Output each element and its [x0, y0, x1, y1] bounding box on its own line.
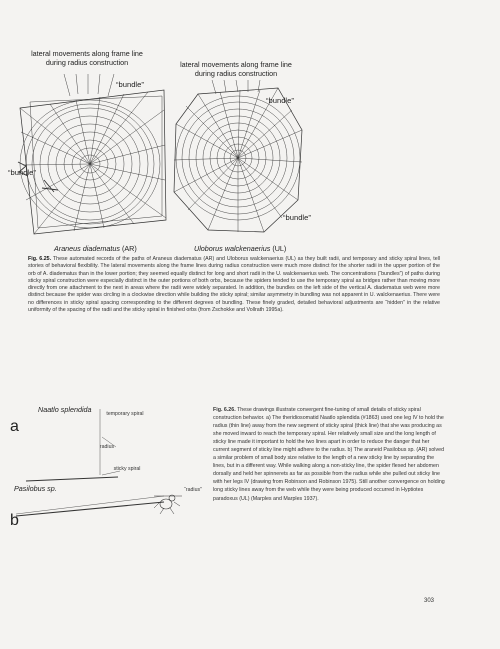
species-left-label: Araneus diadematus (AR): [54, 244, 137, 253]
araneus-web-drawing: [14, 70, 174, 240]
naatlo-drawing: [20, 405, 170, 485]
panel-letter-b: b: [10, 512, 19, 529]
bundle-label-top-right-web: “bundle”: [266, 96, 294, 105]
bundle-label-top-left-web: “bundle”: [116, 80, 144, 89]
radius-label: radius: [99, 444, 115, 450]
caption-title: Fig. 6.25.: [28, 256, 52, 262]
bundle-label-left: “bundle”: [8, 168, 36, 177]
caption-text: These automated records of the paths of Araneus diadematus (AR) and Uloborus walckenaerius (UL) as they built radii, and temporary and sticky spiral lines, tell stories of behavioral flexibility. The lateral movements along the frame lines during radius construction were much more distinct for the shorter radii in the upper portion of the orb of A. diadematus than in the lower portion; they seemed equally distinct for long and short radii in the U. walckenaerius web. The concentrations (“bundles”) of paths during sticky spiral construction were especially distinct in the outer portions of both orbs, because the spiders tended to use the temporary spiral as bridges rather than moving more directly from one attachment to the next in areas where the radii were widely separated. In addition, the bundles on the left side of the vertical A. diadematus web were more distinct because the spider was circling in a clockwise direction while building the sticky spiral; similar asymmetry in bundling was not apparent in U. walckenaerius. There were no differences in sticky spiral spacing corresponding to the different degrees of bundling. These finely graded, detailed behavioral adjustments are “hidden” in the relative uniformity of the spacing of the radii and the sticky spiral in finished orbs (from Zschokke and Vollrath 1995a).: [28, 256, 440, 314]
left-figure-label: lateral movements along frame line during radius construction: [31, 49, 143, 67]
panel-letter-a: a: [10, 418, 19, 435]
caption-title-2: Fig. 6.26.: [213, 407, 236, 413]
species-b-label: Pasilobus sp.: [14, 484, 57, 493]
right-figure-label: lateral movements along frame line during radius construction: [180, 60, 292, 78]
species-right-label: Uloborus walckenaerius (UL): [194, 244, 287, 253]
temporary-spiral-label: temporary spiral: [106, 411, 144, 417]
sticky-spiral-label: sticky spiral: [113, 466, 141, 472]
uloborus-web-drawing: [168, 80, 308, 240]
caption-text-2: These drawings illustrate convergent fine-tuning of small details of sticky spiral construction behavior. a) The theridiosomatid Naatlo splendida (#1863) used one leg IV to hold the radius (thin line) away from the new segment of sticky spiral (thick line) that she was producing as she moved inward to reach the temporary spiral. Her relatively small size and the long length of sticky line made it important to hold the two lines apart in order to reduce the danger that her current segment of sticky line might adhere to the radius. b) The araneid Pasilobus sp. (AR) solved a similar problem of small body size relative to the length of a new sticky line by separating the lines, but in a different way. While walking along a non-sticky line, the spider flexed her abdomen dorsally and held her spinnerets as far as possible from the radius while she pulled out sticky line with her legs IV (drawing from Robinson and Robinson 1975). Still another convergence on holding long sticky lines away from the web while they were being produced occurred in Hyptiotes paradoxus (UL) (Marples and Marples 1937).: [213, 407, 445, 502]
species-a-label: Naatlo splendida: [38, 405, 92, 414]
radius-b-label: “radius”: [184, 487, 202, 493]
pasilobus-drawing: [14, 490, 184, 530]
bundle-label-bottom-right: “bundle”: [283, 213, 311, 222]
figure-6-26-caption: [213, 406, 445, 503]
page-number: 303: [424, 598, 435, 604]
figure-6-25-caption: [28, 256, 440, 314]
